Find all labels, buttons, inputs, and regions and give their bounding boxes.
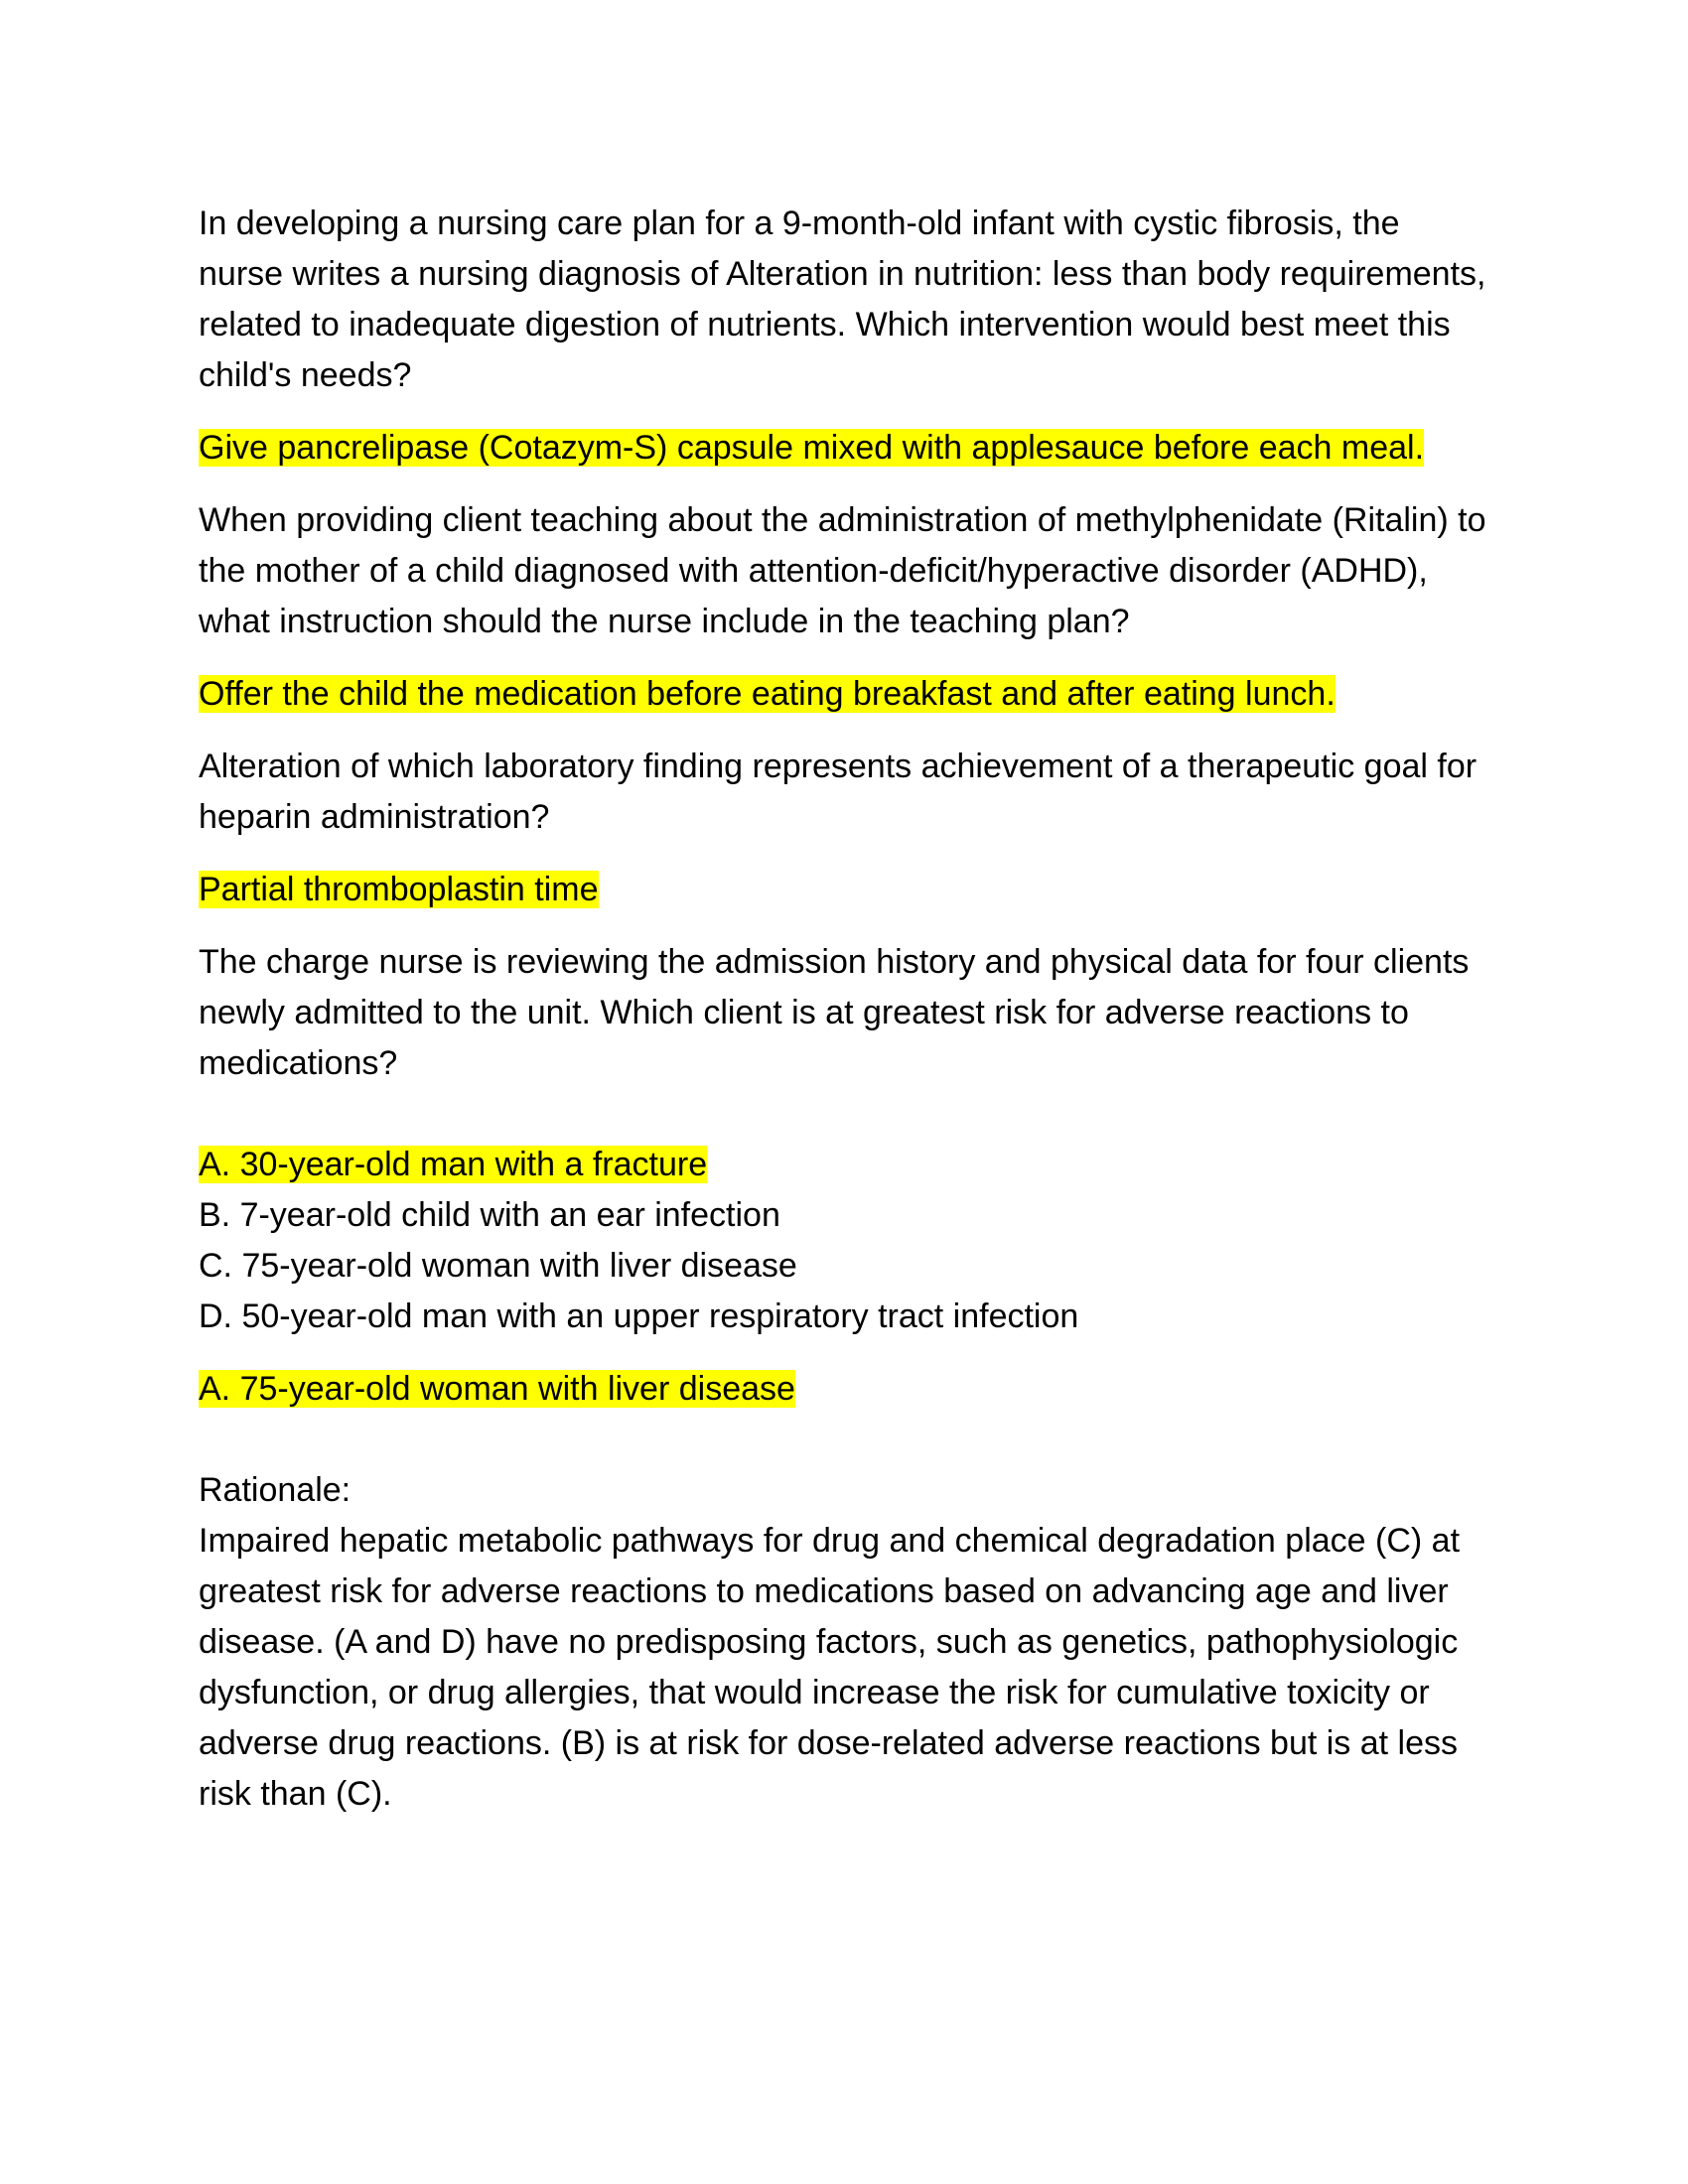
spacer [199, 1089, 1489, 1140]
answer-3-highlight: Partial thromboplastin time [199, 871, 599, 908]
option-a-highlight: A. 30-year-old man with a fracture [199, 1146, 708, 1183]
question-1: In developing a nursing care plan for a 9-month-old infant with cystic fibrosis, the nurse writes a nursing diagnosis of Alteration in nutrition: less than body requirements, related to inadequate digestion of nutrients. Which intervention would best meet this child's needs? [199, 205, 1486, 394]
rationale-label: Rationale: [199, 1471, 352, 1509]
question-2: When providing client teaching about the administration of methylphenidate (Ritalin) to the mother of a child diagnosed with attention-deficit/hyperactive disorder (ADHD), what instruction should the nurse include in the teaching plan? [199, 501, 1486, 640]
answer-4-highlight: A. 75-year-old woman with liver disease [199, 1370, 795, 1408]
answer-3 [199, 865, 1489, 915]
question-3: Alteration of which laboratory finding represents achievement of a therapeutic goal for heparin administration? [199, 748, 1477, 836]
answer-4 [199, 1364, 1489, 1415]
option-c: C. 75-year-old woman with liver disease [199, 1247, 797, 1285]
option-b: B. 7-year-old child with an ear infection [199, 1196, 780, 1234]
question-4: The charge nurse is reviewing the admission history and physical data for four clients newly admitted to the unit. Which client is at greatest risk for adverse reactions to medications? [199, 943, 1470, 1082]
answer-2-highlight: Offer the child the medication before eating breakfast and after eating lunch. [199, 675, 1336, 713]
answer-1 [199, 423, 1489, 474]
answer-1-highlight: Give pancrelipase (Cotazym-S) capsule mixed with applesauce before each meal. [199, 429, 1425, 467]
option-a [199, 1140, 1489, 1190]
answer-2 [199, 669, 1489, 720]
rationale-text: Impaired hepatic metabolic pathways for drug and chemical degradation place (C) at greatest risk for adverse reactions to medications based on advancing age and liver disease. (A and D) have no predisposing factors, such as genetics, pathophysiologic dysfunction, or drug allergies, that would increase the risk for cumulative toxicity or adverse drug reactions. (B) is at risk for dose-related adverse reactions but is at less risk than (C). [199, 1522, 1461, 1813]
answer-options [199, 1140, 1489, 1342]
spacer [199, 1415, 1489, 1465]
option-d: D. 50-year-old man with an upper respiratory tract infection [199, 1297, 1079, 1335]
document-page [199, 199, 1489, 1842]
